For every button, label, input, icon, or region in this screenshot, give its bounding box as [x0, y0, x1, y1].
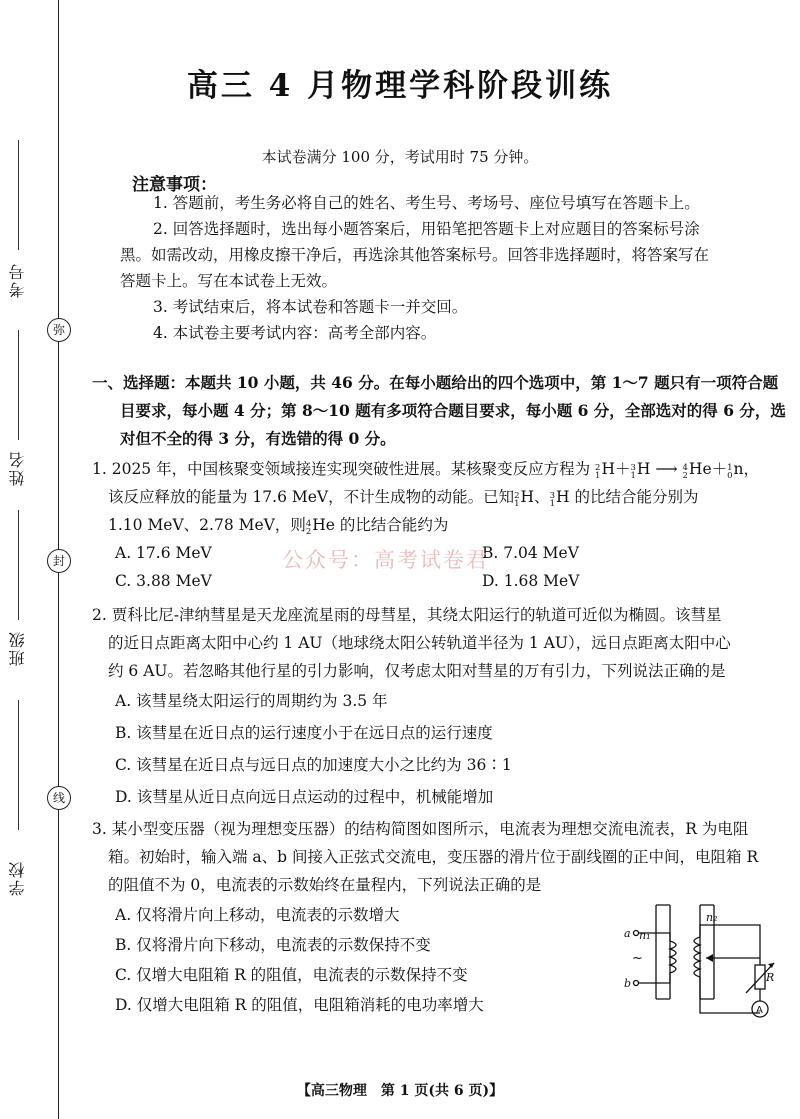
watermark: 公众号：高考试卷君 — [282, 548, 489, 572]
q1-option-d[interactable]: D. 1.68 MeV — [482, 572, 580, 590]
label-n1: n₁ — [639, 929, 651, 942]
note-line-4: 答题卡上。写在本试卷上无效。 — [120, 272, 338, 290]
section1-instructions-line-3: 对但不全的得 3 分，有选错的得 0 分。 — [120, 429, 396, 448]
terminal-a — [634, 931, 639, 936]
banji-write-line — [18, 510, 19, 620]
page-footer: 【高三物理 第 1 页(共 6 页)】 — [296, 1083, 504, 1099]
q1-reaction-equation: 2 1 H＋ 3 1 H ⟶ 4 2 He＋ 1 0 n， — [595, 460, 760, 481]
q1-stem-line-2: 该反应释放的能量为 17.6 MeV，不计生成物的动能。已知 2 1 H、 3 1 H 的比结合能分别为 — [108, 488, 699, 509]
binding-margin — [0, 0, 80, 1119]
q1-option-a[interactable]: A. 17.6 MeV — [115, 544, 212, 562]
q2-option-a[interactable]: A. 该彗星绕太阳运行的周期约为 3.5 年 — [115, 692, 388, 710]
note-line-5: 3. 考试结束后，将本试卷和答题卡一并交回。 — [153, 298, 468, 316]
q3-stem-line-2: 箱。初始时，输入端 a、b 间接入正弦式交流电，变压器的滑片位于副线圈的正中间，电阻箱 R — [108, 848, 759, 866]
resistor-arrowhead — [768, 963, 774, 968]
q1-option-c[interactable]: C. 3.88 MeV — [115, 572, 212, 590]
seal-mark-feng: 封 — [47, 549, 71, 573]
note-line-3: 黑。如需改动，用橡皮擦干净后，再选涂其他答案标号。回答非选择题时，将答案写在 — [120, 246, 710, 264]
q3-option-a[interactable]: A. 仅将滑片向上移动，电流表的示数增大 — [115, 906, 400, 924]
margin-label-banji: 班级 — [8, 630, 27, 666]
secondary-wires — [700, 925, 760, 1013]
q2-option-b[interactable]: B. 该彗星在近日点的运行速度小于在远日点的运行速度 — [115, 724, 493, 742]
q1-option-b[interactable]: B. 7.04 MeV — [482, 544, 579, 562]
q3-stem-line-3: 的阻值不为 0，电流表的示数始终在量程内，下列说法正确的是 — [108, 876, 542, 894]
note-line-2: 2. 回答选择题时，选出每小题答案后，用铅笔把答题卡上对应题目的答案标号涂 — [153, 220, 700, 238]
section1-instructions-line-2: 目要求，每小题 4 分；第 8～10 题有多项符合题目要求，每小题 6 分，全部选对的得 6 分，选 — [120, 401, 786, 420]
margin-label-kaohao: 考号 — [8, 262, 27, 298]
exam-title: 高三 4 月物理学科阶段训练 — [186, 68, 614, 104]
label-a: a — [624, 927, 631, 940]
seal-mark-mi: 弥 — [47, 318, 71, 342]
q3-option-c[interactable]: C. 仅增大电阻箱 R 的阻值，电流表的示数保持不变 — [115, 966, 468, 984]
q3-option-d[interactable]: D. 仅增大电阻箱 R 的阻值，电阻箱消耗的电功率增大 — [115, 996, 484, 1014]
q2-option-c[interactable]: C. 该彗星在近日点与远日点的加速度大小之比约为 36∶1 — [115, 756, 512, 774]
label-n2: n₂ — [706, 911, 718, 924]
label-ac-source: ~ — [632, 951, 643, 966]
q2-stem-line-3: 约 6 AU。若忽略其他行星的引力影响，仅考虑太阳对彗星的万有引力，下列说法正确的是 — [108, 662, 726, 680]
xingming-write-line — [18, 330, 19, 440]
q2-stem-line-1: 2. 贾科比尼-津纳彗星是天龙座流星雨的母彗星，其绕太阳运行的轨道可近似为椭圆。该彗星 — [92, 606, 722, 624]
note-line-6: 4. 本试卷主要考试内容：高考全部内容。 — [153, 324, 437, 342]
q3-stem-line-1: 3. 某小型变压器（视为理想变压器）的结构简图如图所示，电流表为理想交流电流表，R 为电阻 — [92, 820, 749, 838]
section1-instructions-line-1: 一、选择题：本题共 10 小题，共 46 分。在每小题给出的四个选项中，第 1～7 题只有一项符合题 — [92, 373, 779, 392]
terminal-b — [634, 981, 639, 986]
q3-option-b[interactable]: B. 仅将滑片向下移动，电流表的示数保持不变 — [115, 936, 431, 954]
exam-subtitle: 本试卷满分 100 分，考试用时 75 分钟。 — [261, 148, 539, 166]
slider-arrowhead — [706, 954, 713, 962]
primary-coil — [670, 941, 676, 973]
resistor-box — [755, 965, 765, 989]
q2-option-d[interactable]: D. 该彗星从近日点向远日点运动的过程中，机械能增加 — [115, 788, 494, 806]
label-ammeter: A — [756, 1005, 763, 1016]
secondary-coil — [694, 937, 700, 977]
label-b: b — [624, 977, 632, 990]
q2-stem-line-2: 的近日点距离太阳中心约 1 AU（地球绕太阳公转轨道半径为 1 AU），远日点距离太阳中心 — [108, 634, 731, 652]
notes-title: 注意事项： — [132, 175, 217, 195]
seal-mark-xian: 线 — [47, 786, 71, 810]
transformer-circuit-figure — [622, 903, 782, 1028]
margin-label-xingming: 姓名 — [8, 450, 27, 486]
q1-stem-line-1: 1. 2025 年，中国核聚变领域接连实现突破性进展。某核聚变反应方程为 2 1 H＋ 3 1 H ⟶ 4 2 He＋ 1 0 n， — [92, 460, 760, 481]
margin-label-xuexiao: 学校 — [8, 860, 27, 896]
label-R: R — [766, 971, 775, 984]
q1-stem-line-3: 1.10 MeV、2.78 MeV，则 4 2 He 的比结合能约为 — [108, 516, 449, 537]
transformer-core-left — [656, 905, 670, 999]
xuexiao-write-line — [18, 700, 19, 830]
note-line-1: 1. 答题前，考生务必将自己的姓名、考生号、考场号、座位号填写在答题卡上。 — [153, 194, 700, 212]
